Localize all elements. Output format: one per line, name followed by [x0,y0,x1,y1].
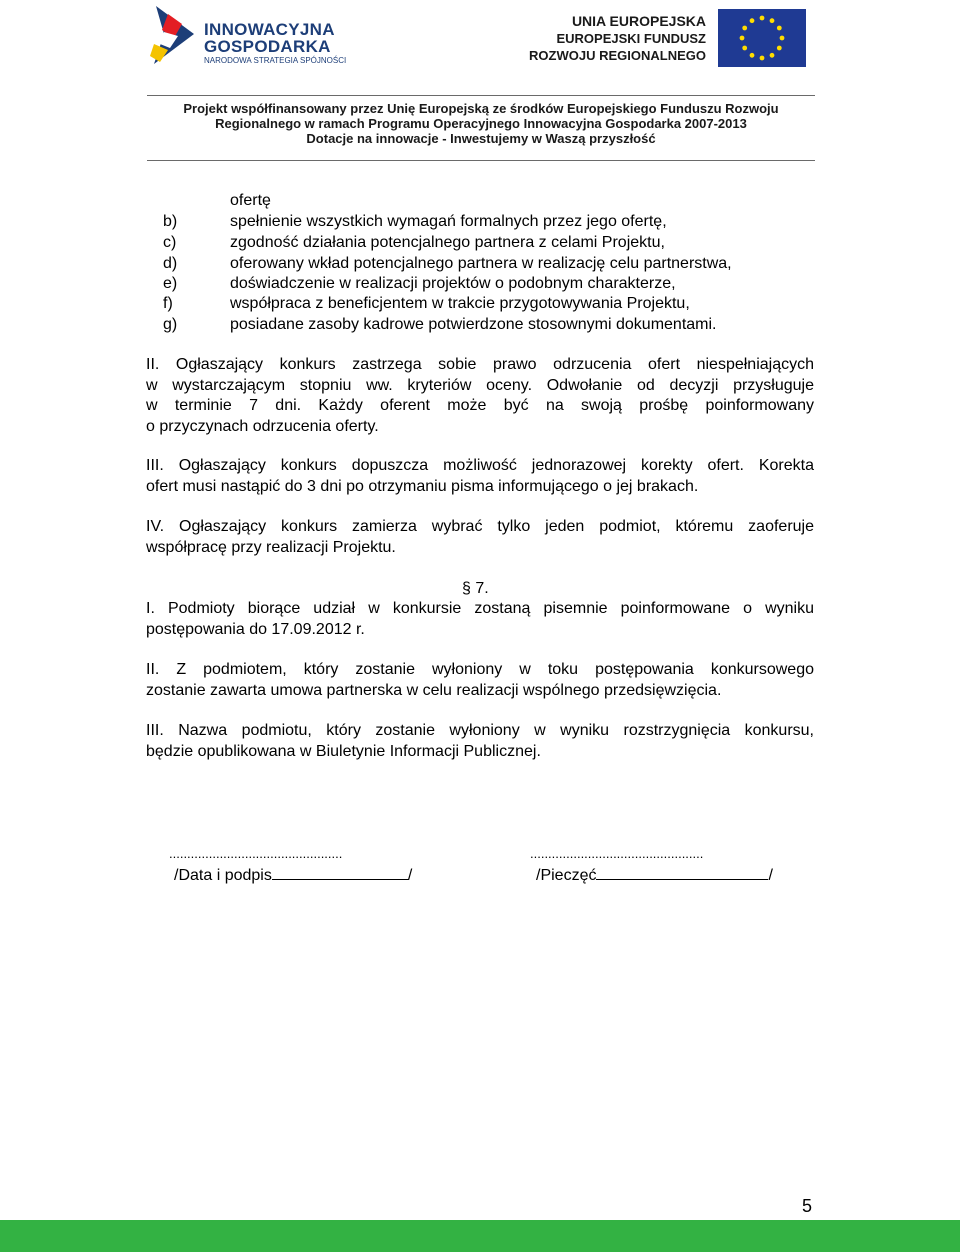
star-icon [148,4,198,66]
logo-subtitle: NARODOWA STRATEGIA SPÓJNOŚCI [204,56,347,65]
header-statement [140,101,822,146]
paragraph-line: II. Z podmiotem, który zostanie wyłoniony w toku postępowania konkursowego [146,661,814,678]
paragraph-line: II. Ogłaszający konkurs zastrzega sobie prawo odrzucenia ofert niespełniających [146,356,814,373]
paragraph-line: w wystarczającym stopniu ww. kryteriów oceny. Odwołanie od decyzji przysługuje [146,376,814,394]
signature-stamp-field [536,865,773,885]
eu-logo [529,9,812,69]
eu-logo-line-3: ROZWOJU REGIONALNEGO [529,48,706,63]
paragraph-line: o przyczynach odrzucenia oferty. [146,417,379,435]
eu-logo-text [529,13,706,64]
header-divider-top [147,95,815,96]
paragraph-line: III. Nazwa podmiotu, który zostanie wyłoniony w wyniku rozstrzygnięcia konkursu, [146,722,814,739]
paragraph-line: zostanie zawarta umowa partnerska w celu realizacji wspólnego przedsięwzięcia. [146,681,722,699]
paragraph-line: I. Podmioty biorące udział w konkursie zostaną pisemnie poinformowane o wyniku [146,600,814,617]
logo-word-1: INNOWACYJNA [204,20,335,39]
list-continuation: ofertę [230,192,271,209]
signature-date-slash: / [407,867,413,884]
header-line-3: Dotacje na innowacje - Inwestujemy w Waszą przyszłość [306,131,656,146]
paragraph-line: w terminie 7 dni. Każdy oferent może być na swoją prośbę poinformowany [146,397,814,414]
list-item-text: doświadczenie w realizacji projektów o podobnym charakterze, [230,275,676,292]
list-item-letter: b) [163,213,178,230]
paragraph-line: będzie opublikowana w Biuletynie Informacji Publicznej. [146,742,541,760]
innowacyjna-gospodarka-logo [148,4,348,70]
header-divider-bottom [147,160,815,161]
signature-date-line [272,865,408,880]
header-line-1: Projekt współfinansowany przez Unię Europejską ze środków Europejskiego Funduszu Rozwoju [183,101,779,116]
list-item-text: współpraca z beneficjentem w trakcie przygotowywania Projektu, [230,295,690,312]
list-item-text: oferowany wkład potencjalnego partnera w realizację celu partnerstwa, [230,255,732,272]
list-item-text: spełnienie wszystkich wymagań formalnych przez jego ofertę, [230,213,667,230]
list-item-text: zgodność działania potencjalnego partnera z celami Projektu, [230,234,665,251]
eu-logo-line-1: UNIA EUROPEJSKA [571,13,706,29]
logo-word-2: GOSPODARKA [204,37,331,56]
paragraph-7-i [146,599,814,640]
header-line-2: Regionalnego w ramach Programu Operacyjnego Innowacyjna Gospodarka 2007-2013 [215,116,747,131]
paragraph-line: współpracę przy realizacji Projektu. [146,538,396,556]
paragraph-iv [146,517,814,558]
list-item-letter: d) [163,255,178,272]
paragraph-ii [146,355,814,437]
signature-stamp-label: /Pieczęć [536,867,597,884]
list-item-letter: g) [163,316,178,333]
paragraph-line: postępowania do 17.09.2012 r. [146,620,365,638]
signature-dots-left: ................................................ [169,846,343,861]
footer-bar [0,1220,960,1252]
paragraph-7-ii [146,660,814,701]
section-heading: § 7. [462,580,489,597]
signature-dots-right: ................................................ [530,846,704,861]
list-item-letter: c) [163,234,177,251]
paragraph-line: IV. Ogłaszający konkurs zamierza wybrać tylko jeden podmiot, któremu zaoferuje [146,518,814,535]
paragraph-iii [146,456,814,497]
eu-logo-line-2: EUROPEJSKI FUNDUSZ [556,31,706,46]
page-number: 5 [802,1196,813,1216]
signature-stamp-line [596,865,768,880]
list-item-text: posiadane zasoby kadrowe potwierdzone stosownymi dokumentami. [230,316,717,333]
signature-stamp-slash: / [768,867,773,884]
list-item-letter: e) [163,275,178,292]
signature-date-field [174,865,412,885]
list-item-letter: f) [163,295,173,312]
paragraph-7-iii [146,721,814,762]
paragraph-line: III. Ogłaszający konkurs dopuszcza możliwość jednorazowej korekty ofert. Korekta [146,457,814,474]
signature-date-label: /Data i podpis [174,867,272,884]
eu-flag-icon [718,9,806,67]
paragraph-line: ofert musi nastąpić do 3 dni po otrzymaniu pisma informującego o jej brakach. [146,477,699,495]
